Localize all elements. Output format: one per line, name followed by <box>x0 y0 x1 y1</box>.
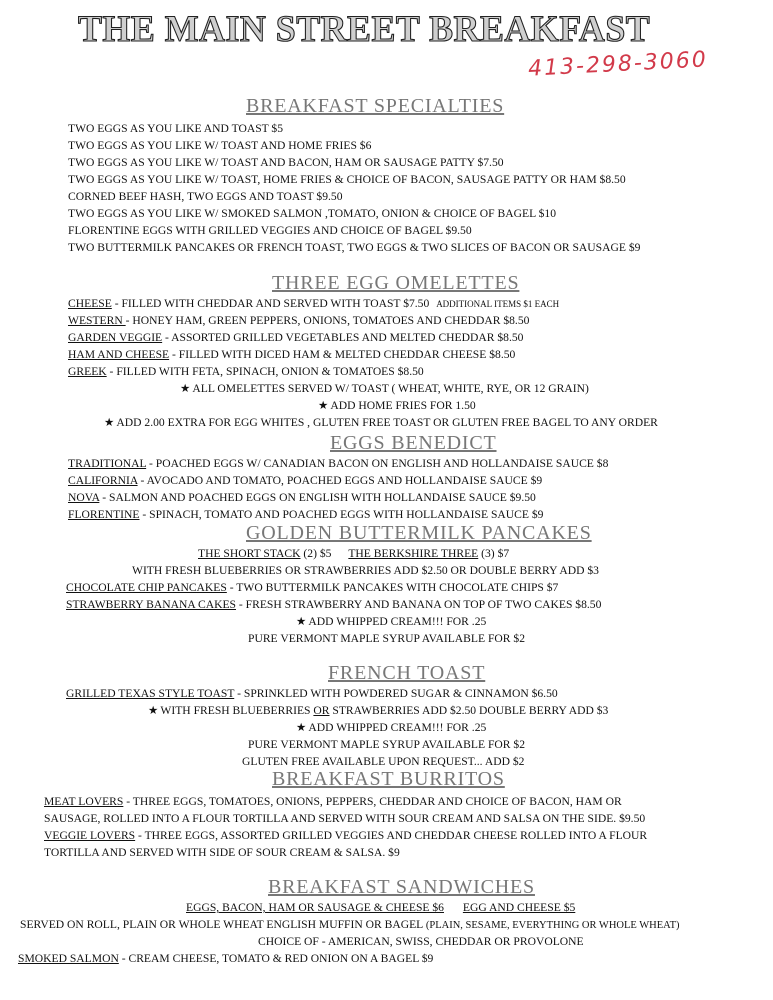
item-desc: - FILLED WITH DICED HAM & MELTED CHEDDAR CHEESE $8.50 <box>169 348 516 361</box>
french-toast-berries-note: ★ WITH FRESH BLUEBERRIES OR STRAWBERRIES ADD $2.50 DOUBLE BERRY ADD $3 <box>148 704 609 717</box>
item-desc: - AVOCADO AND TOMATO, POACHED EGGS AND HOLLANDAISE SAUCE $9 <box>137 474 543 487</box>
item-name: CHEESE <box>68 297 112 310</box>
short-stack-price: (2) $5 <box>300 547 332 560</box>
omelette-item <box>68 349 515 361</box>
sandwich-cheese-choice: CHOICE OF - AMERICAN, SWISS, CHEDDAR OR PROVOLONE <box>258 935 584 948</box>
specialty-item: TWO BUTTERMILK PANCAKES OR FRENCH TOAST, TWO EGGS & TWO SLICES OF BACON OR SAUSAGE $9 <box>68 241 641 254</box>
item-desc: - THREE EGGS, TOMATOES, ONIONS, PEPPERS, CHEDDAR AND CHOICE OF BACON, HAM OR <box>123 795 622 808</box>
specialty-item: TWO EGGS AS YOU LIKE AND TOAST $5 <box>68 122 284 135</box>
omelette-note: ★ ALL OMELETTES SERVED W/ TOAST ( WHEAT, WHITE, RYE, OR 12 GRAIN) <box>180 382 589 395</box>
item-desc: - POACHED EGGS W/ CANADIAN BACON ON ENGLISH AND HOLLANDAISE SAUCE $8 <box>146 457 609 470</box>
benedict-item <box>68 475 542 487</box>
item-name: SMOKED SALMON <box>18 952 119 965</box>
item-name: MEAT LOVERS <box>44 795 124 808</box>
burrito-item <box>44 830 647 842</box>
heading-eggs-benedict: EGGS BENEDICT <box>330 432 497 454</box>
omelette-note: ★ ADD HOME FRIES FOR 1.50 <box>318 399 476 412</box>
heading-breakfast-burritos: BREAKFAST BURRITOS <box>272 768 505 790</box>
item-desc: - HONEY HAM, GREEN PEPPERS, ONIONS, TOMATOES AND CHEDDAR $8.50 <box>125 314 530 327</box>
item-desc: - CREAM CHEESE, TOMATO & RED ONION ON A BAGEL $9 <box>118 952 434 965</box>
benedict-item <box>68 458 608 470</box>
item-desc: - ASSORTED GRILLED VEGETABLES AND MELTED CHEDDAR $8.50 <box>162 331 524 344</box>
omelette-item <box>68 298 559 310</box>
item-name: HAM AND CHEESE <box>68 348 170 361</box>
phone-number: 413-298-3060 <box>527 47 709 82</box>
omelette-note: ★ ADD 2.00 EXTRA FOR EGG WHITES , GLUTEN FREE TOAST OR GLUTEN FREE BAGEL TO ANY ORDER <box>104 416 658 429</box>
benedict-item <box>68 509 543 521</box>
item-name: GREEK <box>68 365 107 378</box>
heading-french-toast: FRENCH TOAST <box>328 662 486 684</box>
french-toast-syrup: PURE VERMONT MAPLE SYRUP AVAILABLE FOR $2 <box>248 738 526 751</box>
item-name: GRILLED TEXAS STYLE TOAST <box>66 687 235 700</box>
pancake-whipped-cream: ★ ADD WHIPPED CREAM!!! FOR .25 <box>296 615 487 628</box>
sandwich-item <box>18 953 433 965</box>
specialty-item: FLORENTINE EGGS WITH GRILLED VEGGIES AND CHOICE OF BAGEL $9.50 <box>68 224 472 237</box>
star-icon: ★ <box>296 721 307 734</box>
pancake-stacks <box>198 548 509 560</box>
pancake-berries-note: WITH FRESH BLUEBERRIES OR STRAWBERRIES ADD $2.50 OR DOUBLE BERRY ADD $3 <box>132 564 599 577</box>
specialty-item: TWO EGGS AS YOU LIKE W/ TOAST AND HOME FRIES $6 <box>68 139 372 152</box>
item-name: GARDEN VEGGIE <box>68 331 163 344</box>
french-toast-gluten-free: GLUTEN FREE AVAILABLE UPON REQUEST... ADD $2 <box>242 755 525 768</box>
item-name: FLORENTINE <box>68 508 140 521</box>
item-desc: - FILLED WITH CHEDDAR AND SERVED WITH TOAST $7.50 <box>111 297 430 310</box>
star-icon: ★ <box>180 382 191 395</box>
sandwich-combo-b: EGG AND CHEESE $5 <box>462 901 576 914</box>
specialty-item: TWO EGGS AS YOU LIKE W/ TOAST, HOME FRIES & CHOICE OF BACON, SAUSAGE PATTY OR HAM $8.50 <box>68 173 626 186</box>
specialty-item: TWO EGGS AS YOU LIKE W/ SMOKED SALMON ,TOMATO, ONION & CHOICE OF BAGEL $10 <box>68 207 557 220</box>
berkshire-three-name: THE BERKSHIRE THREE <box>348 547 479 560</box>
star-icon: ★ <box>318 399 329 412</box>
specialty-item: TWO EGGS AS YOU LIKE W/ TOAST AND BACON, HAM OR SAUSAGE PATTY $7.50 <box>68 156 504 169</box>
item-name: CALIFORNIA <box>68 474 138 487</box>
item-name: STRAWBERRY BANANA CAKES <box>66 598 236 611</box>
omelette-item <box>68 332 523 344</box>
french-toast-item <box>66 688 558 700</box>
item-desc: - SALMON AND POACHED EGGS ON ENGLISH WITH HOLLANDAISE SAUCE $9.50 <box>99 491 536 504</box>
item-desc: - SPINACH, TOMATO AND POACHED EGGS WITH HOLLANDAISE SAUCE $9 <box>139 508 544 521</box>
omelette-item <box>68 366 424 378</box>
item-desc: - THREE EGGS, ASSORTED GRILLED VEGGIES AND CHEDDAR CHEESE ROLLED INTO A FLOUR <box>135 829 648 842</box>
star-icon: ★ <box>296 615 307 628</box>
item-name: WESTERN <box>68 314 126 327</box>
item-name: TRADITIONAL <box>68 457 147 470</box>
item-name: CHOCOLATE CHIP PANCAKES <box>66 581 227 594</box>
additional-items-note: ADDITIONAL ITEMS $1 EACH <box>436 299 560 309</box>
star-icon: ★ <box>148 704 159 717</box>
heading-breakfast-specialties: BREAKFAST SPECIALTIES <box>246 95 505 117</box>
burrito-item-continued: TORTILLA AND SERVED WITH SIDE OF SOUR CREAM & SALSA. $9 <box>44 846 400 859</box>
item-desc: - FRESH STRAWBERRY AND BANANA ON TOP OF TWO CAKES $8.50 <box>236 598 602 611</box>
heading-three-egg-omelettes: THREE EGG OMELETTES <box>272 272 520 294</box>
item-name: VEGGIE LOVERS <box>44 829 136 842</box>
specialty-item: CORNED BEEF HASH, TWO EGGS AND TOAST $9.50 <box>68 190 343 203</box>
sandwich-served-on: SERVED ON ROLL, PLAIN OR WHOLE WHEAT ENGLISH MUFFIN OR BAGEL (PLAIN, SESAME, EVERYTHING OR WHOLE WHEAT) <box>20 918 680 931</box>
french-toast-whipped-cream: ★ ADD WHIPPED CREAM!!! FOR .25 <box>296 721 487 734</box>
short-stack-name: THE SHORT STACK <box>198 547 301 560</box>
sandwich-combos <box>186 902 575 914</box>
item-desc: - FILLED WITH FETA, SPINACH, ONION & TOMATOES $8.50 <box>106 365 424 378</box>
berkshire-three-price: (3) $7 <box>478 547 510 560</box>
menu-title: THE MAIN STREET BREAKFAST <box>78 9 651 50</box>
heading-breakfast-sandwiches: BREAKFAST SANDWICHES <box>268 876 535 898</box>
benedict-item <box>68 492 536 504</box>
star-icon: ★ <box>104 416 115 429</box>
sandwich-combo-a: EGGS, BACON, HAM OR SAUSAGE & CHEESE $6 <box>186 901 444 914</box>
pancake-item <box>66 599 601 611</box>
heading-golden-buttermilk-pancakes: GOLDEN BUTTERMILK PANCAKES <box>246 522 592 544</box>
item-desc: - TWO BUTTERMILK PANCAKES WITH CHOCOLATE CHIPS $7 <box>226 581 559 594</box>
item-desc: - SPRINKLED WITH POWDERED SUGAR & CINNAMON $6.50 <box>234 687 558 700</box>
item-name: NOVA <box>68 491 100 504</box>
pancake-item <box>66 582 558 594</box>
burrito-item <box>44 796 622 808</box>
pancake-syrup: PURE VERMONT MAPLE SYRUP AVAILABLE FOR $2 <box>248 632 526 645</box>
burrito-item-continued: SAUSAGE, ROLLED INTO A FLOUR TORTILLA AND SERVED WITH SOUR CREAM AND SALSA ON THE SIDE. $9.50 <box>44 812 646 825</box>
omelette-item <box>68 315 529 327</box>
